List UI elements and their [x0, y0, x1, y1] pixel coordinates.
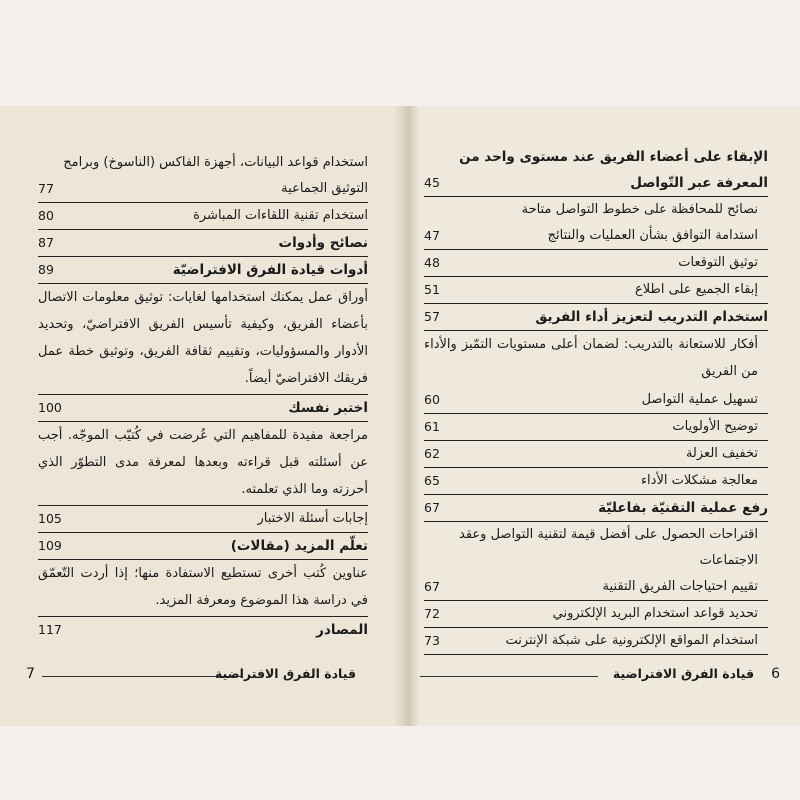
toc-entry-text: اقتراحات الحصول على أفضل قيمة لتقنية التواصل وعقد الاجتماعات	[459, 527, 758, 568]
toc-entry	[424, 414, 768, 441]
toc-heading-text: أدوات قيادة الفرق الافتراضيّة	[172, 262, 368, 278]
toc-entry	[424, 277, 768, 304]
toc-description: أوراق عمل يمكنك استخدامها لغايات: توثيق معلومات الاتصال بأعضاء الفريق، وكيفية تأسيس الفريق الافتراضيّ، وتحديد الأدوار والمسؤوليات، وتقييم ثقافة الفريق، وتوثيق خطة عمل فريقك الافتراضيّ أيضاً.	[38, 284, 368, 395]
toc-entry-page: 47	[424, 228, 440, 243]
toc-entry-page: 65	[424, 473, 440, 488]
running-title: قيادة الفرق الافتراضية	[612, 666, 754, 681]
toc-entry	[38, 150, 368, 203]
toc-entry	[424, 441, 768, 468]
page-number: 6	[771, 666, 780, 682]
toc-entry-page: 48	[424, 255, 440, 270]
toc-heading-text: تعلّم المزيد (مقالات)	[230, 538, 368, 554]
toc-entry-text: استخدام تقنية اللقاءات المباشرة	[193, 208, 368, 223]
toc-heading	[424, 495, 768, 522]
running-title: قيادة الفرق الافتراضية	[214, 666, 356, 681]
toc-heading	[38, 617, 368, 643]
toc-entry	[424, 197, 768, 223]
footer-rule	[418, 676, 598, 677]
toc-entry-text: استدامة التوافق بشأن العمليات والنتائج	[547, 228, 758, 243]
toc-entry	[424, 468, 768, 495]
toc-description: أفكار للاستعانة بالتدريب: لضمان أعلى مستويات التمّيز والأداء من الفريق	[424, 337, 758, 379]
toc-heading-page: 87	[38, 235, 54, 250]
toc-heading-text: استخدام التدريب لتعزيز أداء الفريق	[535, 309, 768, 325]
toc-entry	[424, 522, 768, 574]
toc-entry-text: استخدام قواعد البيانات، أجهزة الفاكس (الناسوخ) وبرامج التوثيق الجماعية	[63, 155, 368, 196]
footer-rule	[42, 676, 242, 677]
toc-entry-page: 72	[424, 606, 440, 621]
toc-heading-page: 45	[424, 175, 440, 190]
toc-entry-page: 51	[424, 282, 440, 297]
toc-heading-page: 109	[38, 538, 62, 553]
toc-entry-page: 77	[38, 181, 54, 196]
toc-entry-page: 80	[38, 208, 54, 223]
toc-heading-page: 89	[38, 262, 54, 277]
book-gutter	[394, 106, 420, 726]
toc-heading	[424, 304, 768, 331]
toc-entry	[424, 628, 768, 655]
toc-entry-page: 67	[424, 579, 440, 594]
toc-heading-text: رفع عملية التقنيّة بفاعليّة	[598, 500, 768, 516]
toc-heading-page: 100	[38, 400, 62, 415]
toc-entry-page: 73	[424, 633, 440, 648]
toc-heading	[424, 144, 768, 197]
toc-entry	[424, 250, 768, 277]
toc-heading	[38, 395, 368, 422]
toc-entry-text: تسهيل عملية التواصل	[641, 392, 758, 407]
toc-entry-page: 105	[38, 511, 62, 526]
right-page	[404, 106, 800, 726]
toc-entry	[424, 387, 768, 414]
toc-entry-text: توثيق التوقعات	[678, 255, 758, 270]
toc-entry	[38, 506, 368, 533]
toc-heading-page: 57	[424, 309, 440, 324]
toc-entry	[38, 203, 368, 230]
toc-entry-text: نصائح للمحافظة على خطوط التواصل متاحة	[521, 202, 758, 217]
right-toc	[424, 144, 768, 655]
left-page	[0, 106, 408, 726]
toc-heading-text: الإبقاء على أعضاء الفريق عند مستوى واحد من المعرفة عبر التّواصل	[459, 149, 768, 191]
toc-entry	[424, 223, 768, 250]
toc-entry-text: تقييم احتياجات الفريق التقنية	[602, 579, 758, 594]
toc-heading	[38, 257, 368, 284]
toc-description: مراجعة مفيدة للمفاهيم التي عُرضت في كُتيّب الموجّه. أجب عن أسئلته قبل قراءته وبعدها لمعرفة مدى التطوّر الذي أحرزته وما الذي تعلمته.	[38, 422, 368, 506]
toc-entry	[424, 574, 768, 601]
toc-description: عناوين كُتب أخرى تستطيع الاستفادة منها؛ إذا أردت التّعمّق في دراسة هذا الموضوع ومعرفة المزيد.	[38, 560, 368, 617]
toc-heading-text: نصائح وأدوات	[278, 235, 368, 251]
left-toc	[38, 150, 368, 643]
toc-entry-page: 61	[424, 419, 440, 434]
toc-entry-text: تحديد قواعد استخدام البريد الإلكتروني	[552, 606, 758, 621]
toc-entry-page: 60	[424, 392, 440, 407]
toc-entry	[424, 601, 768, 628]
toc-entry-page: 62	[424, 446, 440, 461]
toc-heading-text: اختبر نفسك	[288, 400, 368, 416]
toc-heading-page: 67	[424, 500, 440, 515]
page-number: 7	[26, 666, 35, 682]
toc-entry-text: توضيح الأولويات	[672, 419, 758, 434]
toc-entry-text: إجابات أسئلة الاختبار	[257, 511, 368, 526]
toc-heading	[38, 230, 368, 257]
toc-heading-page: 117	[38, 622, 62, 637]
toc-heading-text: المصادر	[316, 622, 368, 638]
toc-entry-text: تخفيف العزلة	[685, 446, 758, 461]
toc-heading	[38, 533, 368, 560]
toc-entry-text: معالجة مشكلات الأداء	[640, 473, 758, 488]
toc-entry-text: استخدام المواقع الإلكترونية على شبكة الإنترنت	[505, 633, 758, 648]
toc-entry-text: إبقاء الجميع على اطلاع	[635, 282, 758, 297]
